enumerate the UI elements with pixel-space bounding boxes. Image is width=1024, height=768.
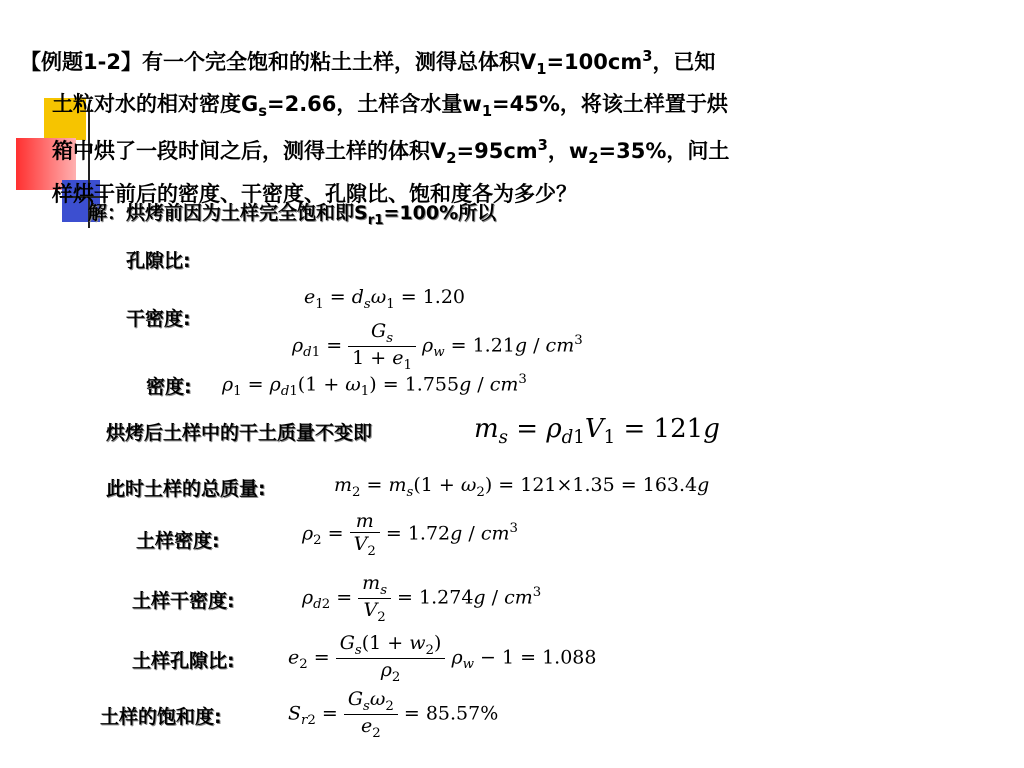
equation-m2: $m_2 = m_s(1 + \omega_2) = 121\times 1.35 = 163.4g$: [334, 474, 710, 500]
sample-density-label: 土样密度:: [136, 530, 220, 552]
equation-e1: $e_1 = d_s\omega_1 = 1.20$: [304, 286, 465, 312]
after-baking-label: 烘烤后土样中的干土质量不变即: [106, 422, 373, 444]
dry-density-label: 干密度:: [126, 308, 191, 330]
problem-line-1: 【例题1-2】有一个完全饱和的粘土土样，测得总体积$V_1=100cm^3$，已知: [20, 48, 716, 79]
total-mass-label: 此时土样的总质量:: [106, 478, 266, 500]
sample-void-ratio-label: 土样孔隙比:: [132, 650, 235, 672]
void-ratio-label: 孔隙比:: [126, 250, 191, 272]
equation-rho2: $\rho_2$ = $\frac{m}{V_2}$ = $1.72g / cm^3$: [302, 510, 518, 559]
problem-statement: [20, 40, 995, 211]
equation-rho-d1: $\rho_{d1}$ = $\frac{G_s}{1 + e_1}$ $\rho_w = 1.21g / cm^3$: [292, 320, 583, 373]
density-label: 密度:: [146, 376, 192, 398]
problem-line-4: 样烘干前后的密度、干密度、孔隙比、饱和度各为多少？: [52, 181, 577, 206]
equation-rho-d2: $\rho_{d2}$ = $\frac{m_s}{V_2}$ = $1.274g / cm^3$: [302, 572, 542, 625]
equation-rho1: $\rho_1 = \rho_{d1}(1 + \omega_1) = 1.755g / cm^3$: [222, 372, 527, 400]
equation-ms: $m_s = \rho_{d1}V_1 = 121g$: [474, 414, 720, 449]
sample-saturation-label: 土样的饱和度:: [100, 706, 222, 728]
solution-intro: 解：烘烤前因为土样完全饱和即$S_{r1}=100\%$所以: [88, 202, 497, 228]
problem-line-2: 土粒对水的相对密度$G_s=2.66$，土样含水量$w_1=45\%$，将该土样置于烘: [52, 92, 728, 121]
equation-e2: $e_2$ = $\frac{G_s(1 + w_2)}{\rho_2}$ $\rho_w - 1 = 1.088$: [288, 632, 597, 685]
sample-dry-density-label: 土样干密度:: [132, 590, 235, 612]
equation-sr2: $S_{r2}$ = $\frac{G_s\omega_2}{e_2}$ = 85.57%: [288, 688, 499, 741]
problem-line-3: 箱中烘了一段时间之后，测得土样的体积$V_2=95cm^3$，$w_2=35\%$，问土: [52, 137, 730, 168]
